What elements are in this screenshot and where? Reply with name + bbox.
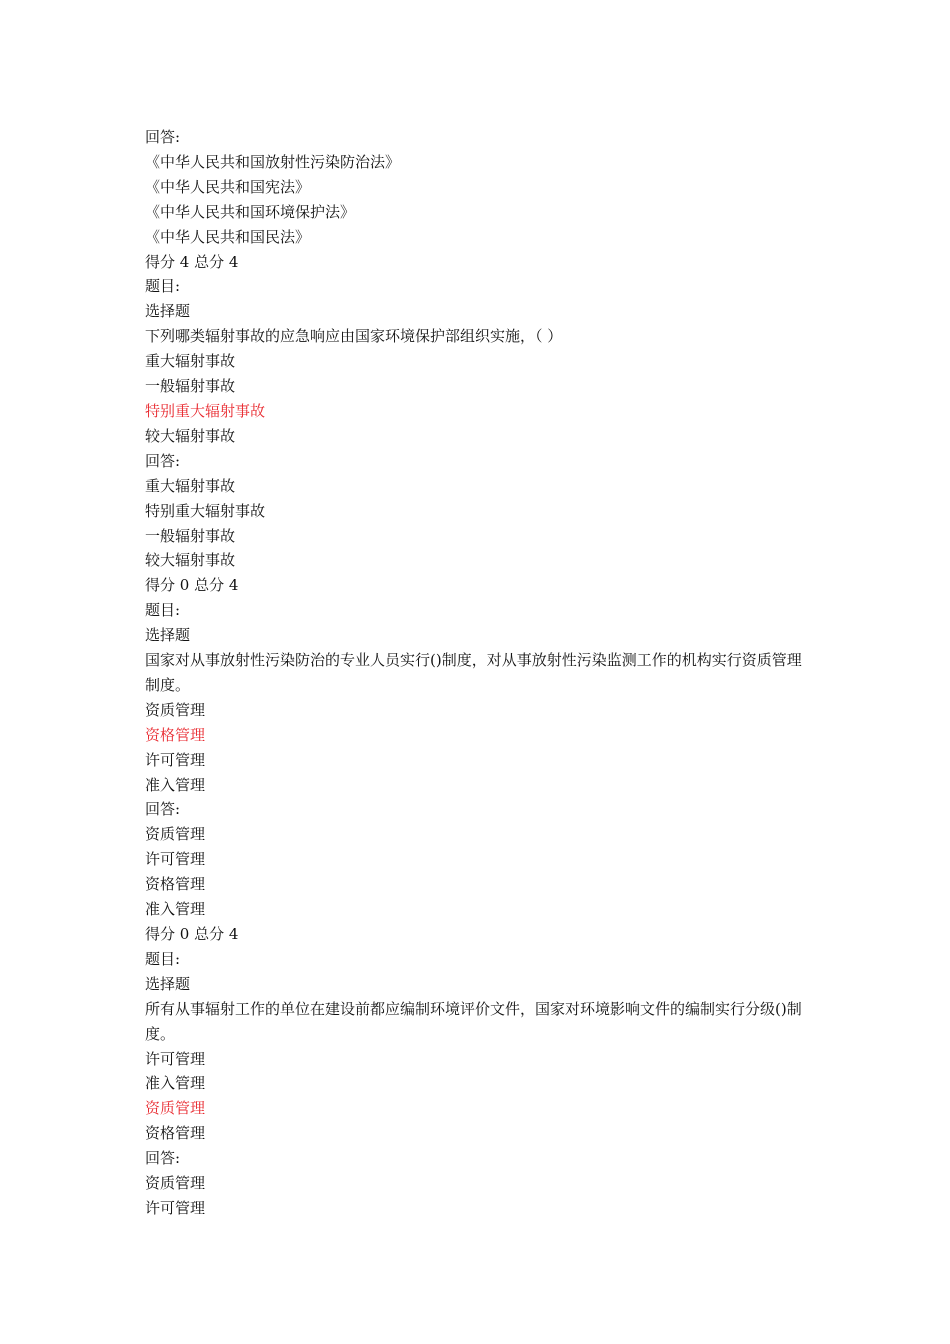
topic-label: 题目:	[145, 949, 181, 968]
option-item: 较大辐射事故	[145, 426, 236, 445]
question-type: 选择题	[145, 302, 191, 321]
answer-item: 《中华人民共和国民法》	[145, 227, 311, 246]
option-item: 准入管理	[145, 775, 206, 794]
document-page	[145, 125, 810, 1221]
answer-item: 资质管理	[145, 825, 206, 844]
question-text: 所有从事辐射工作的单位在建设前都应编制环境评价文件，国家对环境影响文件的编制实行分级()制度。	[145, 999, 802, 1043]
question-type: 选择题	[145, 974, 191, 993]
answer-item: 许可管理	[145, 1198, 206, 1217]
option-item: 一般辐射事故	[145, 377, 236, 396]
question-block	[145, 125, 810, 274]
answer-label: 回答:	[145, 128, 181, 146]
question-type: 选择题	[145, 626, 191, 645]
answer-item: 资质管理	[145, 1174, 206, 1193]
option-item: 资质管理	[145, 700, 206, 719]
answer-item: 《中华人民共和国放射性污染防治法》	[145, 152, 401, 171]
answer-item: 许可管理	[145, 850, 206, 869]
answer-item: 较大辐射事故	[145, 551, 236, 570]
option-item: 准入管理	[145, 1074, 206, 1093]
answer-item: 特别重大辐射事故	[145, 501, 266, 520]
correct-option: 资质管理	[145, 1099, 206, 1118]
answer-item: 重大辐射事故	[145, 476, 236, 495]
answer-item: 《中华人民共和国宪法》	[145, 177, 311, 196]
answer-item: 准入管理	[145, 900, 206, 919]
question-text: 国家对从事放射性污染防治的专业人员实行()制度，对从事放射性污染监测工作的机构实行资质管理制度。	[145, 651, 802, 694]
score-line: 得分 4 总分 4	[145, 252, 239, 271]
question-block	[145, 598, 810, 947]
answer-label: 回答:	[145, 1149, 181, 1168]
answer-item: 一般辐射事故	[145, 526, 236, 545]
score-line: 得分 0 总分 4	[145, 576, 239, 595]
question-block	[145, 274, 810, 598]
option-item: 重大辐射事故	[145, 352, 236, 371]
question-block	[145, 947, 810, 1221]
answer-label: 回答:	[145, 800, 181, 819]
answer-item: 《中华人民共和国环境保护法》	[145, 202, 356, 221]
answer-label: 回答:	[145, 451, 181, 470]
option-item: 资格管理	[145, 1124, 206, 1143]
correct-option: 资格管理	[145, 725, 206, 744]
option-item: 许可管理	[145, 750, 206, 769]
answer-item: 资格管理	[145, 875, 206, 894]
topic-label: 题目:	[145, 601, 181, 620]
topic-label: 题目:	[145, 277, 181, 296]
score-line: 得分 0 总分 4	[145, 925, 239, 943]
question-text: 下列哪类辐射事故的应急响应由国家环境保护部组织实施，（ ）	[145, 327, 563, 346]
option-item: 许可管理	[145, 1049, 206, 1068]
correct-option: 特别重大辐射事故	[145, 401, 266, 420]
